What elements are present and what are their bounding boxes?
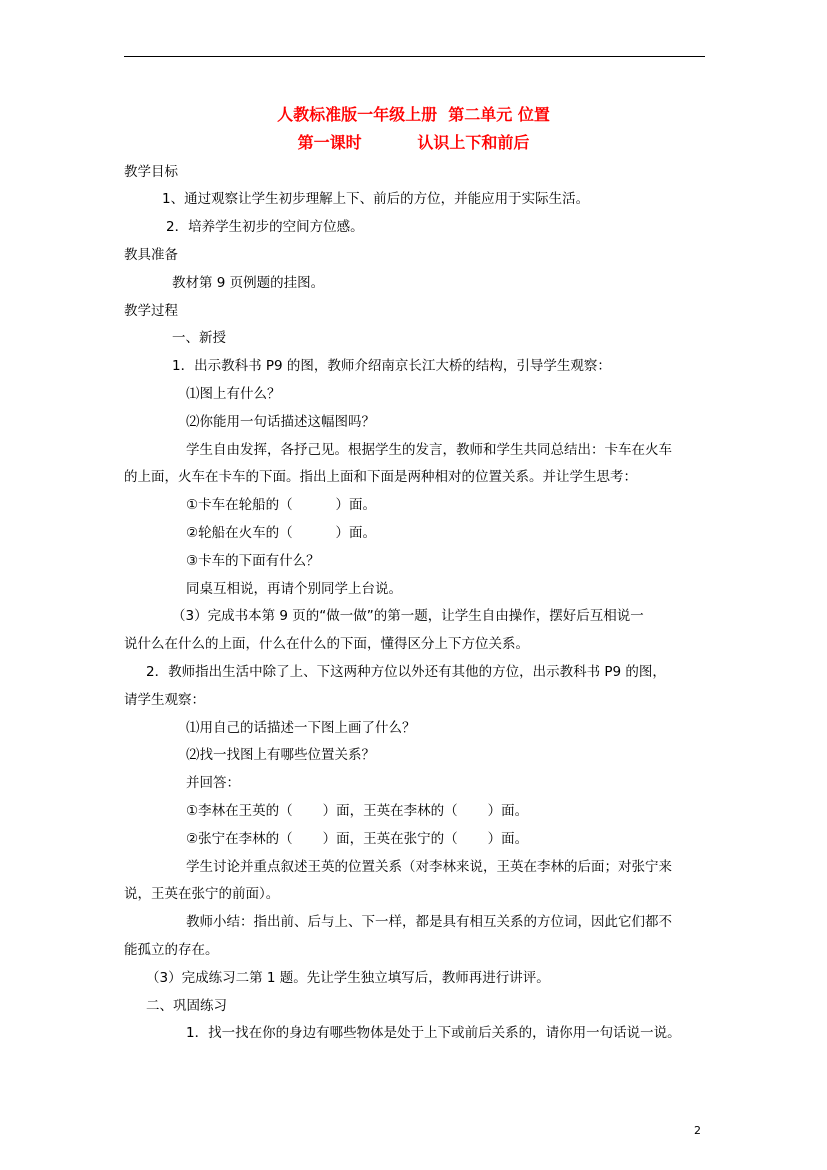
paragraph-line: ⑵你能用一句话描述这幅图吗？ (186, 414, 375, 430)
paragraph-line: 并回答： (186, 775, 240, 791)
paragraph-line: 同桌互相说，再请个别同学上台说。 (186, 581, 402, 597)
header-rule (124, 56, 705, 57)
objective-1: 1、通过观察让学生初步理解上下、前后的方位，并能应用于实际生活。 (162, 191, 590, 207)
subsection-practice: 二、巩固练习 (146, 998, 227, 1014)
paragraph-line: ①李林在王英的（ ）面，王英在李林的（ ）面。 (186, 803, 529, 819)
paragraph-line: 学生讨论并重点叙述王英的位置关系（对李林来说，王英在李林的后面；对张宁来 (186, 859, 672, 875)
paragraph-line: （3）完成书本第 9 页的“做一做”的第一题，让学生自由操作，摆好后互相说一 (172, 608, 644, 624)
section-heading-objectives: 教学目标 (124, 164, 178, 180)
paragraph-line: 教师小结：指出前、后与上、下一样，都是具有相互关系的方位词，因此它们都不 (186, 914, 672, 930)
section-heading-process: 教学过程 (124, 303, 178, 319)
paragraph-line: 说什么在什么的上面，什么在什么的下面，懂得区分上下方位关系。 (124, 636, 529, 652)
paragraph-line: 1．出示教科书 P9 的图，教师介绍南京长江大桥的结构，引导学生观察： (172, 358, 611, 374)
paragraph-line: 1．找一找在你的身边有哪些物体是处于上下或前后关系的，请你用一句话说一说。 (186, 1025, 681, 1041)
paragraph-line: ⑵找一找图上有哪些位置关系？ (186, 747, 375, 763)
paragraph-line: 学生自由发挥，各抒己见。根据学生的发言，教师和学生共同总结出：卡车在火车 (186, 442, 672, 458)
paragraph-line: ②张宁在李林的（ ）面，王英在张宁的（ ）面。 (186, 831, 529, 847)
paragraph-line: 说，王英在张宁的前面）。 (124, 886, 280, 902)
paragraph-line: ⑴图上有什么？ (186, 386, 281, 402)
paragraph-line: ②轮船在火车的（ ）面。 (186, 525, 377, 541)
subsection-new-lesson: 一、新授 (172, 330, 226, 346)
paragraph-line: ①卡车在轮船的（ ）面。 (186, 497, 377, 513)
paragraph-line: 的上面，火车在卡车的下面。指出上面和下面是两种相对的位置关系。并让学生思考： (124, 469, 637, 485)
objective-2: 2．培养学生初步的空间方位感。 (166, 219, 364, 235)
paragraph-line: （3）完成练习二第 1 题。先让学生独立填写后，教师再进行讲评。 (146, 970, 550, 986)
paragraph-line: 2．教师指出生活中除了上、下这两种方位以外还有其他的方位，出示教科书 P9 的图， (146, 664, 666, 680)
section-heading-materials: 教具准备 (124, 247, 178, 263)
page-number: 2 (694, 1124, 701, 1137)
paragraph-line: ⑴用自己的话描述一下图上画了什么？ (186, 720, 416, 736)
document-title: 人教标准版一年级上册 第二单元 位置 (277, 105, 550, 124)
paragraph-line: 请学生观察： (124, 692, 205, 708)
paragraph-line: ③卡车的下面有什么？ (186, 553, 320, 569)
materials-text: 教材第 9 页例题的挂图。 (172, 275, 325, 291)
lesson-subtitle: 第一课时 认识上下和前后 (297, 133, 530, 152)
paragraph-line: 能孤立的存在。 (124, 942, 219, 958)
